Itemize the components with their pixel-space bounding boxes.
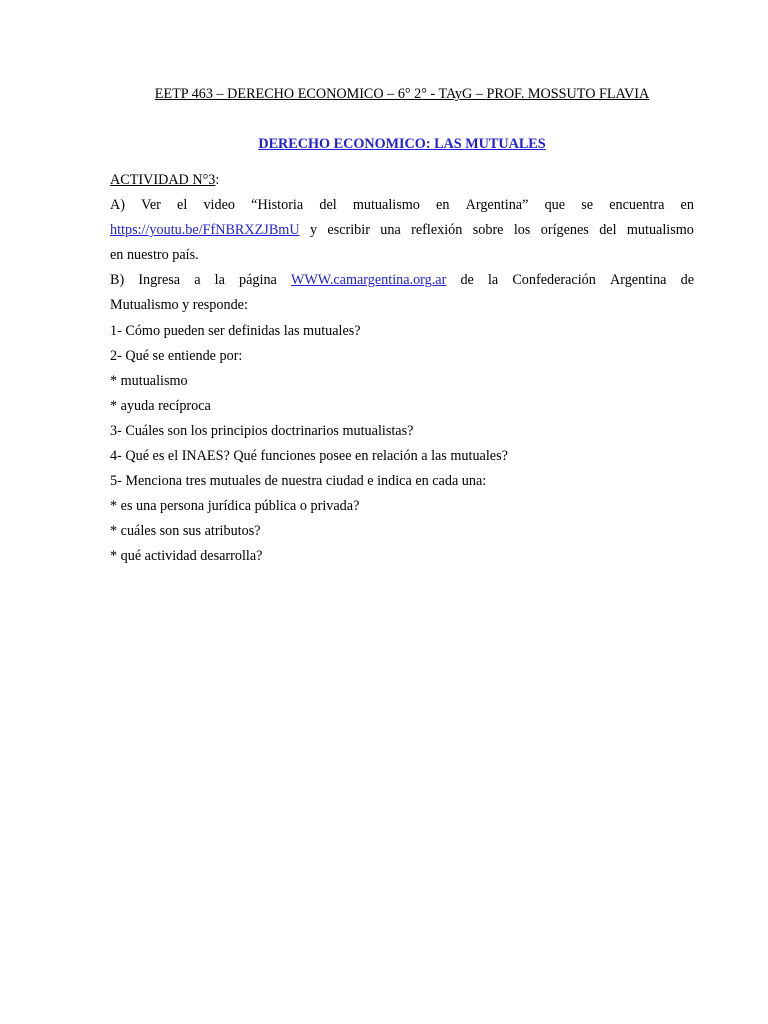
word: del [599,222,617,239]
word: se [581,197,594,214]
word: Confederación [512,272,596,289]
word: reflexión [411,222,463,239]
camargentina-website-link[interactable]: WWW.camargentina.org.ar [290,272,447,289]
word: a [194,272,201,289]
question-5-item-persona: * es una persona jurídica pública o privada? [110,498,360,515]
word: orígenes [540,222,589,239]
word: encuentra [609,197,665,214]
word: en [436,197,450,214]
word: los [513,222,531,239]
word: mutualismo [626,222,694,239]
word: la [487,272,499,289]
word: del [319,197,337,214]
word: en [680,197,694,214]
word: y [309,222,318,239]
word: A) [110,197,125,214]
word: B) [110,272,125,289]
activity-heading [110,168,694,193]
word: “Historia [251,197,304,214]
word: que [544,197,566,214]
activity-label: ACTIVIDAD N°3 [110,172,216,188]
question-2-item-mutualismo: * mutualismo [110,372,188,389]
part-b-line-2: Mutualismo y responde: [110,297,248,314]
word: la [214,272,225,289]
word: página [239,272,277,289]
youtube-video-link[interactable]: https://youtu.be/FfNBRXZJBmU [110,222,300,239]
word: video [203,197,235,214]
document-body [110,168,694,570]
part-a-line-2 [110,218,694,243]
question-1: 1- Cómo pueden ser definidas las mutuales? [110,322,361,339]
word: Argentina” [465,197,529,214]
question-5-item-actividad: * qué actividad desarrolla? [110,548,263,565]
word: el [177,197,188,214]
activity-colon: : [215,172,220,188]
part-a-line-1 [110,193,694,218]
question-2-item-ayuda: * ayuda recíproca [110,397,211,414]
word: sobre [472,222,504,239]
word: de [680,272,694,289]
word: una [380,222,401,239]
word: escribir [327,222,370,239]
word: Argentina [609,272,667,289]
word: Ingresa [138,272,181,289]
document-title: DERECHO ECONOMICO: LAS MUTUALES [258,136,546,152]
document-header: EETP 463 – DERECHO ECONOMICO – 6° 2° - TAyG – PROF. MOSSUTO FLAVIA [154,86,650,102]
part-a-line-3: en nuestro país. [110,247,199,264]
question-3: 3- Cuáles son los principios doctrinarios mutualistas? [110,422,414,439]
question-5: 5- Menciona tres mutuales de nuestra ciudad e indica en cada una: [110,473,487,490]
question-2: 2- Qué se entiende por: [110,347,243,364]
word: mutualismo [352,197,420,214]
word: Ver [141,197,161,214]
word: de [460,272,474,289]
part-b-line-1 [110,268,694,293]
question-4: 4- Qué es el INAES? Qué funciones posee en relación a las mutuales? [110,448,508,465]
question-5-item-atributos: * cuáles son sus atributos? [110,523,261,540]
